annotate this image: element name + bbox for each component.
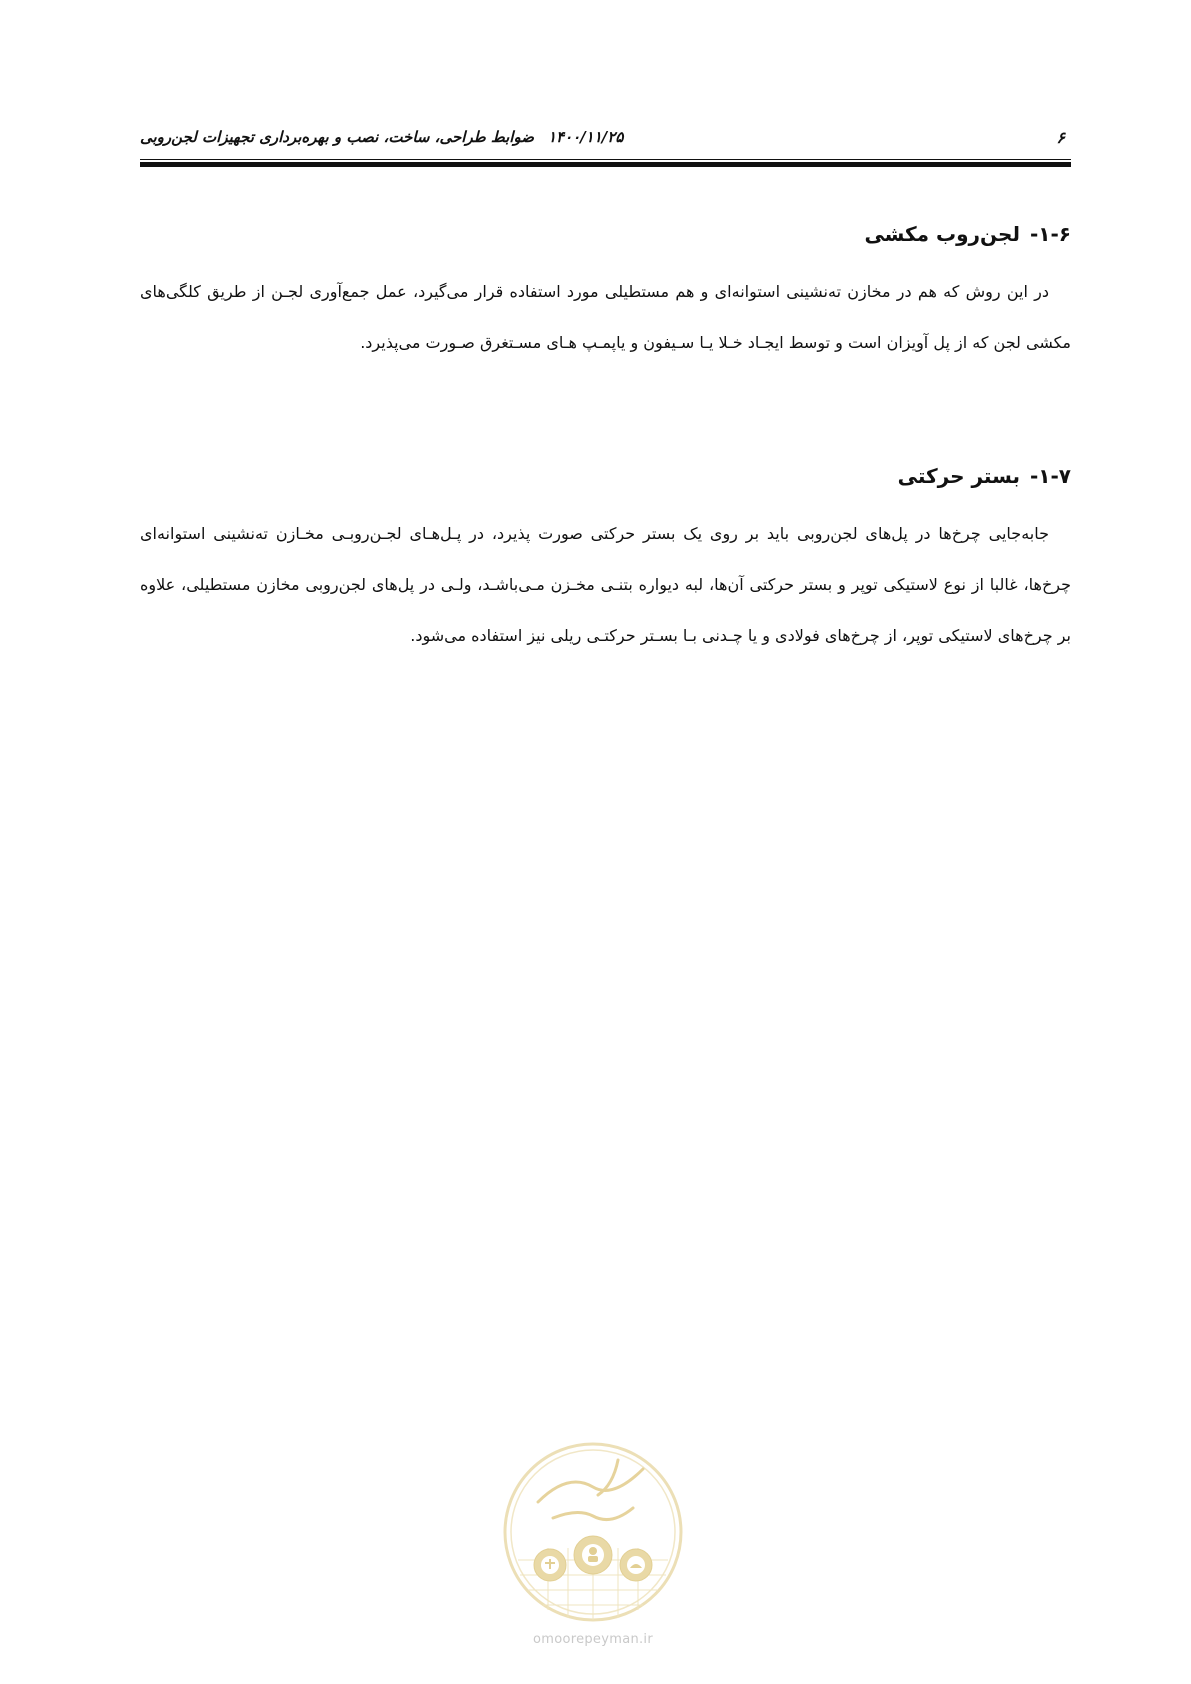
watermark-seal-icon (498, 1440, 688, 1630)
section-vacuum-desludger (140, 220, 1071, 368)
section-title: بستر حرکتی (897, 464, 1020, 488)
section-heading (140, 462, 1071, 490)
header-divider-thin (140, 159, 1071, 160)
watermark-logo (498, 1440, 688, 1650)
section-number: ۱-۶- (1029, 222, 1071, 246)
page-header (140, 128, 1071, 150)
watermark-url: omoorepeyman.ir (533, 1632, 653, 1647)
section-paragraph: در این روش که هم در مخازن ته‌نشینی استوانه‌ای و هم مستطیلی مورد استفاده قرار می‌گیرد، عمل جمع‌آوری لجـن از طریق کلگی‌های مکشی لجن که از پل آویزان است و توسط ایجـاد خـلا یـا سـیفون و یاپمـپ هـای مسـتغرق صـورت می‌پذیرد. (140, 282, 1071, 352)
document-title: ضوابط طراحی، ساخت، نصب و بهره‌برداری تجهیزات لجن‌روبی (140, 128, 534, 146)
document-date: ۱۴۰۰/۱۱/۲۵ (547, 128, 624, 146)
section-moving-bed (140, 462, 1071, 661)
header-divider-thick (140, 162, 1071, 167)
section-heading (140, 220, 1071, 248)
running-title (140, 128, 623, 146)
section-title: لجن‌روب مکشی (864, 222, 1020, 246)
page-number: ۶ (1056, 128, 1065, 147)
section-number: ۱-۷- (1029, 464, 1071, 488)
section-paragraph: جابه‌جایی چرخ‌ها در پل‌های لجن‌روبی باید بر روی یک بستر حرکتی صورت پذیرد، در پـل‌هـای لجـن‌روبـی مخـازن ته‌نشینی استوانه‌ای چرخ‌ها، غالبا از نوع لاستیکی توپر و بستر حرکتی آن‌ها، لبه دیواره بتنـی مخـزن مـی‌باشـد، ولـی در پل‌های لجن‌روبی مخازن مستطیلی، علاوه بر چرخ‌های لاستیکی توپر، از چرخ‌های فولادی و یا چـدنی بـا بسـتر حرکتـی ریلی نیز استفاده می‌شود. (140, 524, 1071, 645)
